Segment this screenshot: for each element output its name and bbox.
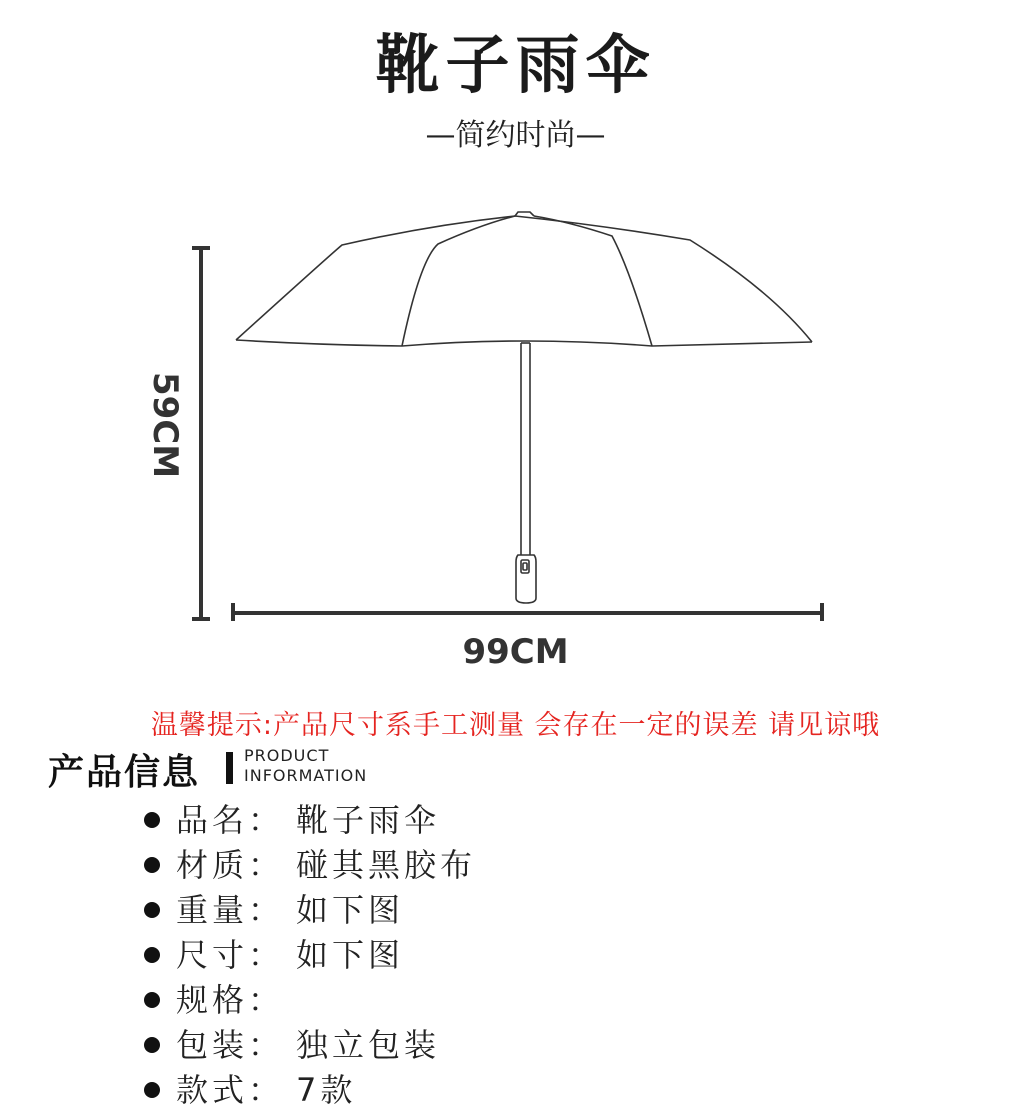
info-label: 品名：: [176, 801, 285, 839]
bullet-icon: [144, 902, 160, 918]
section-title-en-line1: PRODUCT: [244, 746, 330, 765]
bullet-icon: [144, 947, 160, 963]
info-value: 如下图: [296, 891, 405, 929]
info-label: 包装：: [176, 1026, 285, 1064]
bullet-icon: [144, 1037, 160, 1053]
height-label: 59CM: [145, 371, 185, 479]
width-dimension-line: [233, 603, 822, 621]
info-value: 靴子雨伞: [296, 801, 441, 839]
canopy-top: [515, 212, 534, 216]
umbrella-icon: [236, 212, 812, 603]
section-divider: [226, 752, 233, 784]
size-notice: 温馨提示:产品尺寸系手工测量 会存在一定的误差 请见谅哦: [150, 710, 881, 741]
height-dimension-line: [192, 248, 210, 619]
width-label: 99CM: [462, 632, 569, 672]
product-title: 靴子雨伞: [375, 29, 656, 103]
info-value: 独立包装: [296, 1026, 441, 1064]
canopy-outline: [236, 216, 812, 342]
section-title-en-line2: INFORMATION: [244, 766, 368, 785]
info-value: 碰其黑胶布: [296, 846, 477, 884]
canopy-rib-left: [402, 216, 515, 346]
product-subtitle: —简约时尚—: [425, 118, 606, 153]
info-label: 规格：: [176, 981, 285, 1019]
handle-button-inner: [523, 563, 527, 570]
info-label: 款式：: [176, 1071, 285, 1109]
info-label: 重量：: [176, 891, 285, 929]
bullet-icon: [144, 992, 160, 1008]
info-label: 材质：: [176, 846, 285, 884]
info-value: 如下图: [296, 936, 405, 974]
bullet-icon: [144, 857, 160, 873]
canopy-rib-right: [534, 216, 652, 346]
bullet-icon: [144, 812, 160, 828]
section-title-cn: 产品信息: [48, 752, 201, 793]
section-title-en: [244, 746, 367, 786]
bullet-icon: [144, 1082, 160, 1098]
info-label: 尺寸：: [176, 936, 285, 974]
info-value: 7款: [296, 1071, 357, 1109]
